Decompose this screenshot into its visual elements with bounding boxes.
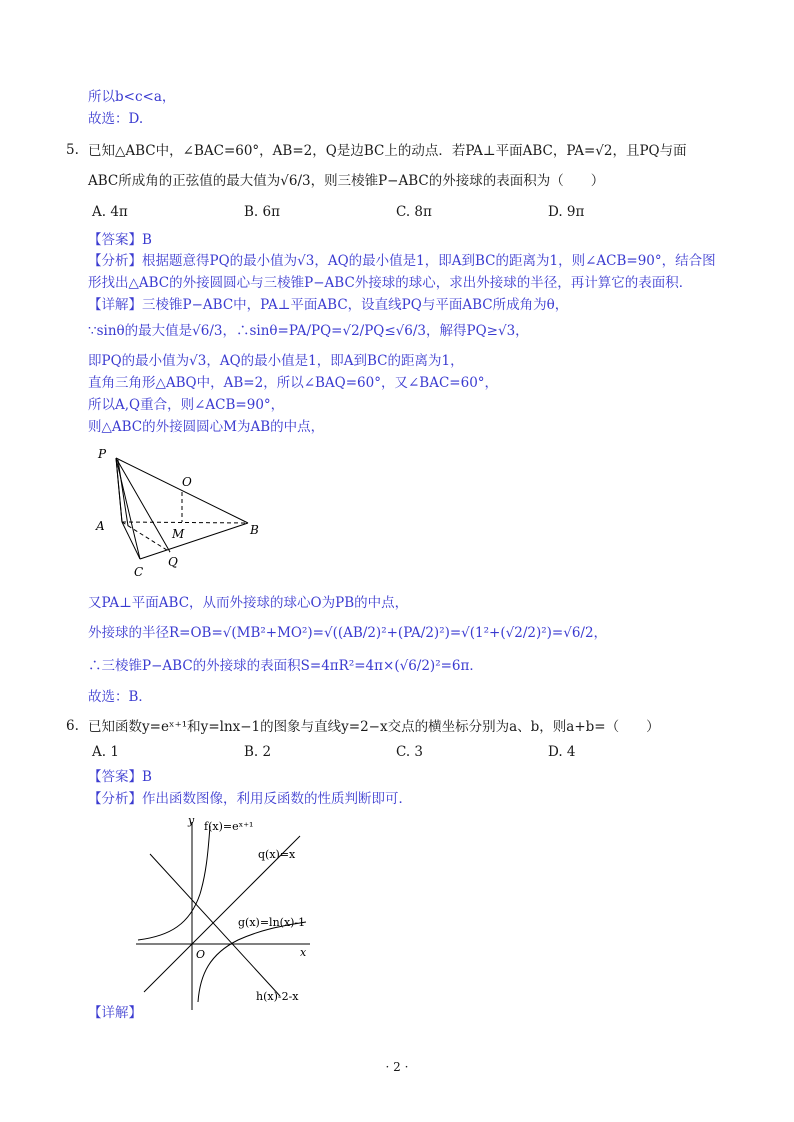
q5-option-d: D. 9π (548, 204, 585, 220)
prev-solution-line-1: 所以b<c<a， (88, 89, 176, 105)
question-5-stem-line-2: ABC所成角的正弦值的最大值为√6/3，则三棱锥P−ABC的外接球的表面积为（ ） (88, 173, 605, 189)
label-x: x (300, 946, 307, 959)
q5-option-a: A. 4π (92, 204, 128, 220)
label-f: f(x)=eˣ⁺¹ (204, 820, 254, 833)
question-5-number: 5. (66, 142, 79, 158)
q5-answer: 【答案】B (88, 232, 152, 248)
q6-option-b: B. 2 (244, 744, 272, 760)
label-A: A (96, 519, 105, 533)
label-M: M (172, 527, 185, 541)
label-O: O (182, 475, 192, 489)
label-B: B (250, 523, 259, 537)
q5-detail-line-9: ∴三棱锥P−ABC的外接球的表面积S=4πR²=4π×(√6/2)²=6π． (88, 658, 483, 674)
q5-detail-line-5: 所以A,Q重合，则∠ACB=90°， (88, 397, 285, 413)
q5-detail-line-3: 即PQ的最小值为√3，AQ的最小值是1，即A到BC的距离为1， (88, 353, 464, 369)
label-Q: Q (168, 555, 178, 569)
label-q: q(x)=x (258, 848, 296, 861)
q6-option-a: A. 1 (92, 744, 119, 760)
q5-analysis-line-2: 形找出△ABC的外接圆圆心与三棱锥P−ABC外接球的球心，求出外接球的半径，再计算它的表面积． (88, 275, 693, 291)
q5-detail-line-4: 直角三角形△ABQ中，AB=2，所以∠BAQ=60°，又∠BAC=60°， (88, 375, 499, 391)
q5-detail-line-10: 故选：B． (88, 689, 152, 705)
question-5-stem-line-1: 已知△ABC中，∠BAC=60°，AB=2，Q是边BC上的动点．若PA⊥平面ABC，PA=√2，且PQ与面 (88, 143, 687, 159)
curve-f (138, 826, 210, 940)
question-6-stem: 已知函数y=eˣ⁺¹和y=lnx−1的图象与直线y=2−x交点的横坐标分别为a、b，则a+b=（ ） (88, 719, 660, 735)
prev-solution-line-2: 故选：D. (88, 111, 144, 127)
edge-PQ (116, 458, 170, 552)
q6-option-c: C. 3 (396, 744, 424, 760)
q5-detail-line-7: 又PA⊥平面ABC，从而外接球的球心O为PB的中点， (88, 595, 409, 611)
question-6-number: 6. (66, 718, 79, 734)
q6-option-d: D. 4 (548, 744, 576, 760)
function-graph-figure (130, 814, 330, 1014)
pyramid-figure (92, 444, 272, 579)
label-g: g(x)=ln(x)-1 (238, 916, 306, 929)
q5-detail-line-2: ∵sinθ的最大值是√6/3，∴sinθ=PA/PQ=√2/PQ≤√6/3，解得PQ≥√3， (88, 323, 529, 339)
q5-detail-line-8: 外接球的半径R=OB=√(MB²+MO²)=√((AB/2)²+(PA/2)²)=√(1²+(√2/2)²)=√6/2， (88, 625, 608, 641)
label-C: C (134, 565, 144, 579)
q5-analysis-line-1: 【分析】根据题意得PQ的最小值为√3，AQ的最小值是1，即A到BC的距离为1，则∠ACB=90°，结合图 (88, 253, 716, 269)
q6-answer: 【答案】B (88, 769, 152, 785)
q6-detail: 【详解】 (88, 1005, 142, 1021)
q5-option-c: C. 8π (396, 204, 432, 220)
label-origin: O (196, 948, 206, 961)
q5-option-b: B. 6π (244, 204, 280, 220)
label-P: P (98, 447, 107, 461)
page-number: · 2 · (385, 1060, 409, 1074)
edge-AB (122, 522, 248, 523)
q6-analysis: 【分析】作出函数图像，利用反函数的性质判断即可． (88, 791, 412, 807)
label-y: y (188, 814, 195, 827)
label-h: h(x)-2-x (256, 990, 299, 1003)
q5-detail-line-1: 【详解】三棱锥P−ABC中，PA⊥平面ABC，设直线PQ与平面ABC所成角为θ， (88, 297, 569, 313)
q5-detail-line-6: 则△ABC的外接圆圆心M为AB的中点， (88, 419, 325, 435)
